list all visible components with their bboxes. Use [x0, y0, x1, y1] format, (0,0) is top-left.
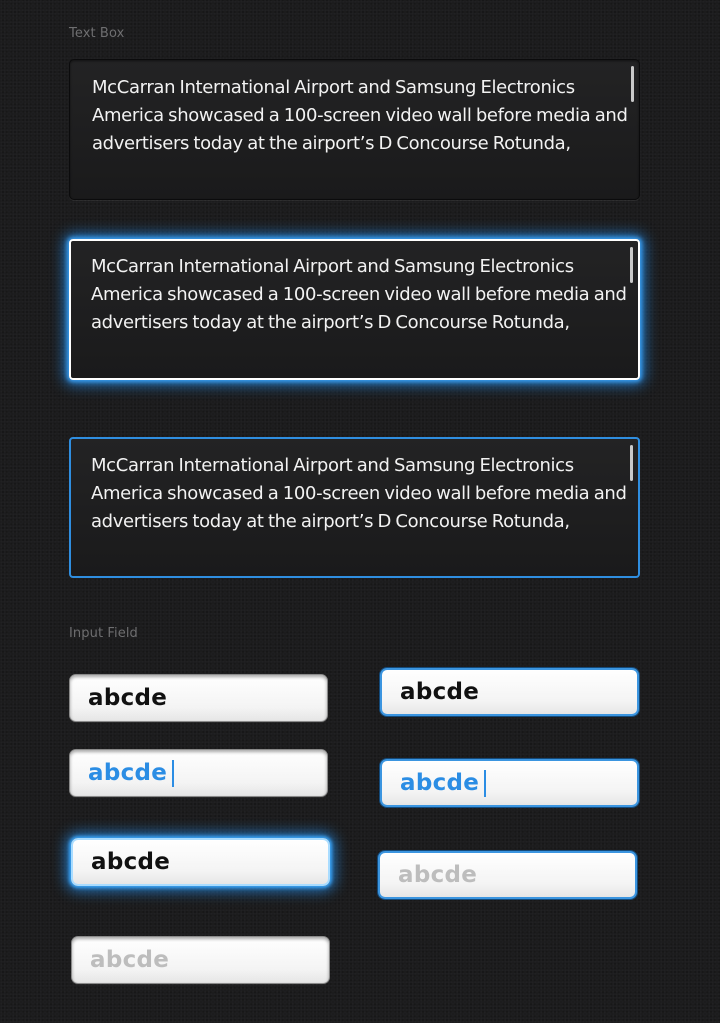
- input-field-normal[interactable]: [69, 674, 328, 722]
- text-box-focused[interactable]: [69, 239, 640, 380]
- input-field-blue-typing[interactable]: [380, 759, 639, 807]
- text-box-scrollbar[interactable]: [631, 66, 634, 102]
- input-field-focused[interactable]: [71, 838, 330, 886]
- text-line-2: America showcased a 100-screen video wall before media and: [91, 483, 627, 504]
- text-line-3: advertisers today at the airport’s D Concourse Rotunda,: [92, 133, 571, 154]
- text-line-1: McCarran International Airport and Samsung Electronics: [91, 455, 574, 476]
- text-box-normal[interactable]: [69, 59, 640, 200]
- input-field-blue-disabled: [378, 851, 637, 899]
- text-cursor: [172, 760, 174, 787]
- input-field-disabled: [71, 936, 330, 984]
- input-value: abcde: [400, 679, 480, 705]
- input-value: abcde: [88, 685, 168, 711]
- text-line-3: advertisers today at the airport’s D Concourse Rotunda,: [91, 312, 570, 333]
- text-box-selected[interactable]: [69, 437, 640, 578]
- text-cursor: [484, 770, 486, 797]
- input-value: abcde: [400, 770, 480, 796]
- text-line-1: McCarran International Airport and Samsung Electronics: [91, 256, 574, 277]
- text-line-2: America showcased a 100-screen video wall before media and: [91, 284, 627, 305]
- text-box-scrollbar[interactable]: [630, 445, 633, 481]
- text-line-3: advertisers today at the airport’s D Concourse Rotunda,: [91, 511, 570, 532]
- input-value: abcde: [90, 947, 170, 973]
- input-field-blue-normal[interactable]: [380, 668, 639, 716]
- text-line-1: McCarran International Airport and Samsung Electronics: [92, 77, 575, 98]
- input-field-typing[interactable]: [69, 749, 328, 797]
- input-value: abcde: [88, 760, 168, 786]
- text-box-section-label: Text Box: [69, 26, 125, 41]
- input-value: abcde: [91, 849, 171, 875]
- input-field-section-label: Input Field: [69, 626, 138, 641]
- input-value: abcde: [398, 862, 478, 888]
- text-line-2: America showcased a 100-screen video wall before media and: [92, 105, 628, 126]
- text-box-scrollbar[interactable]: [630, 247, 633, 283]
